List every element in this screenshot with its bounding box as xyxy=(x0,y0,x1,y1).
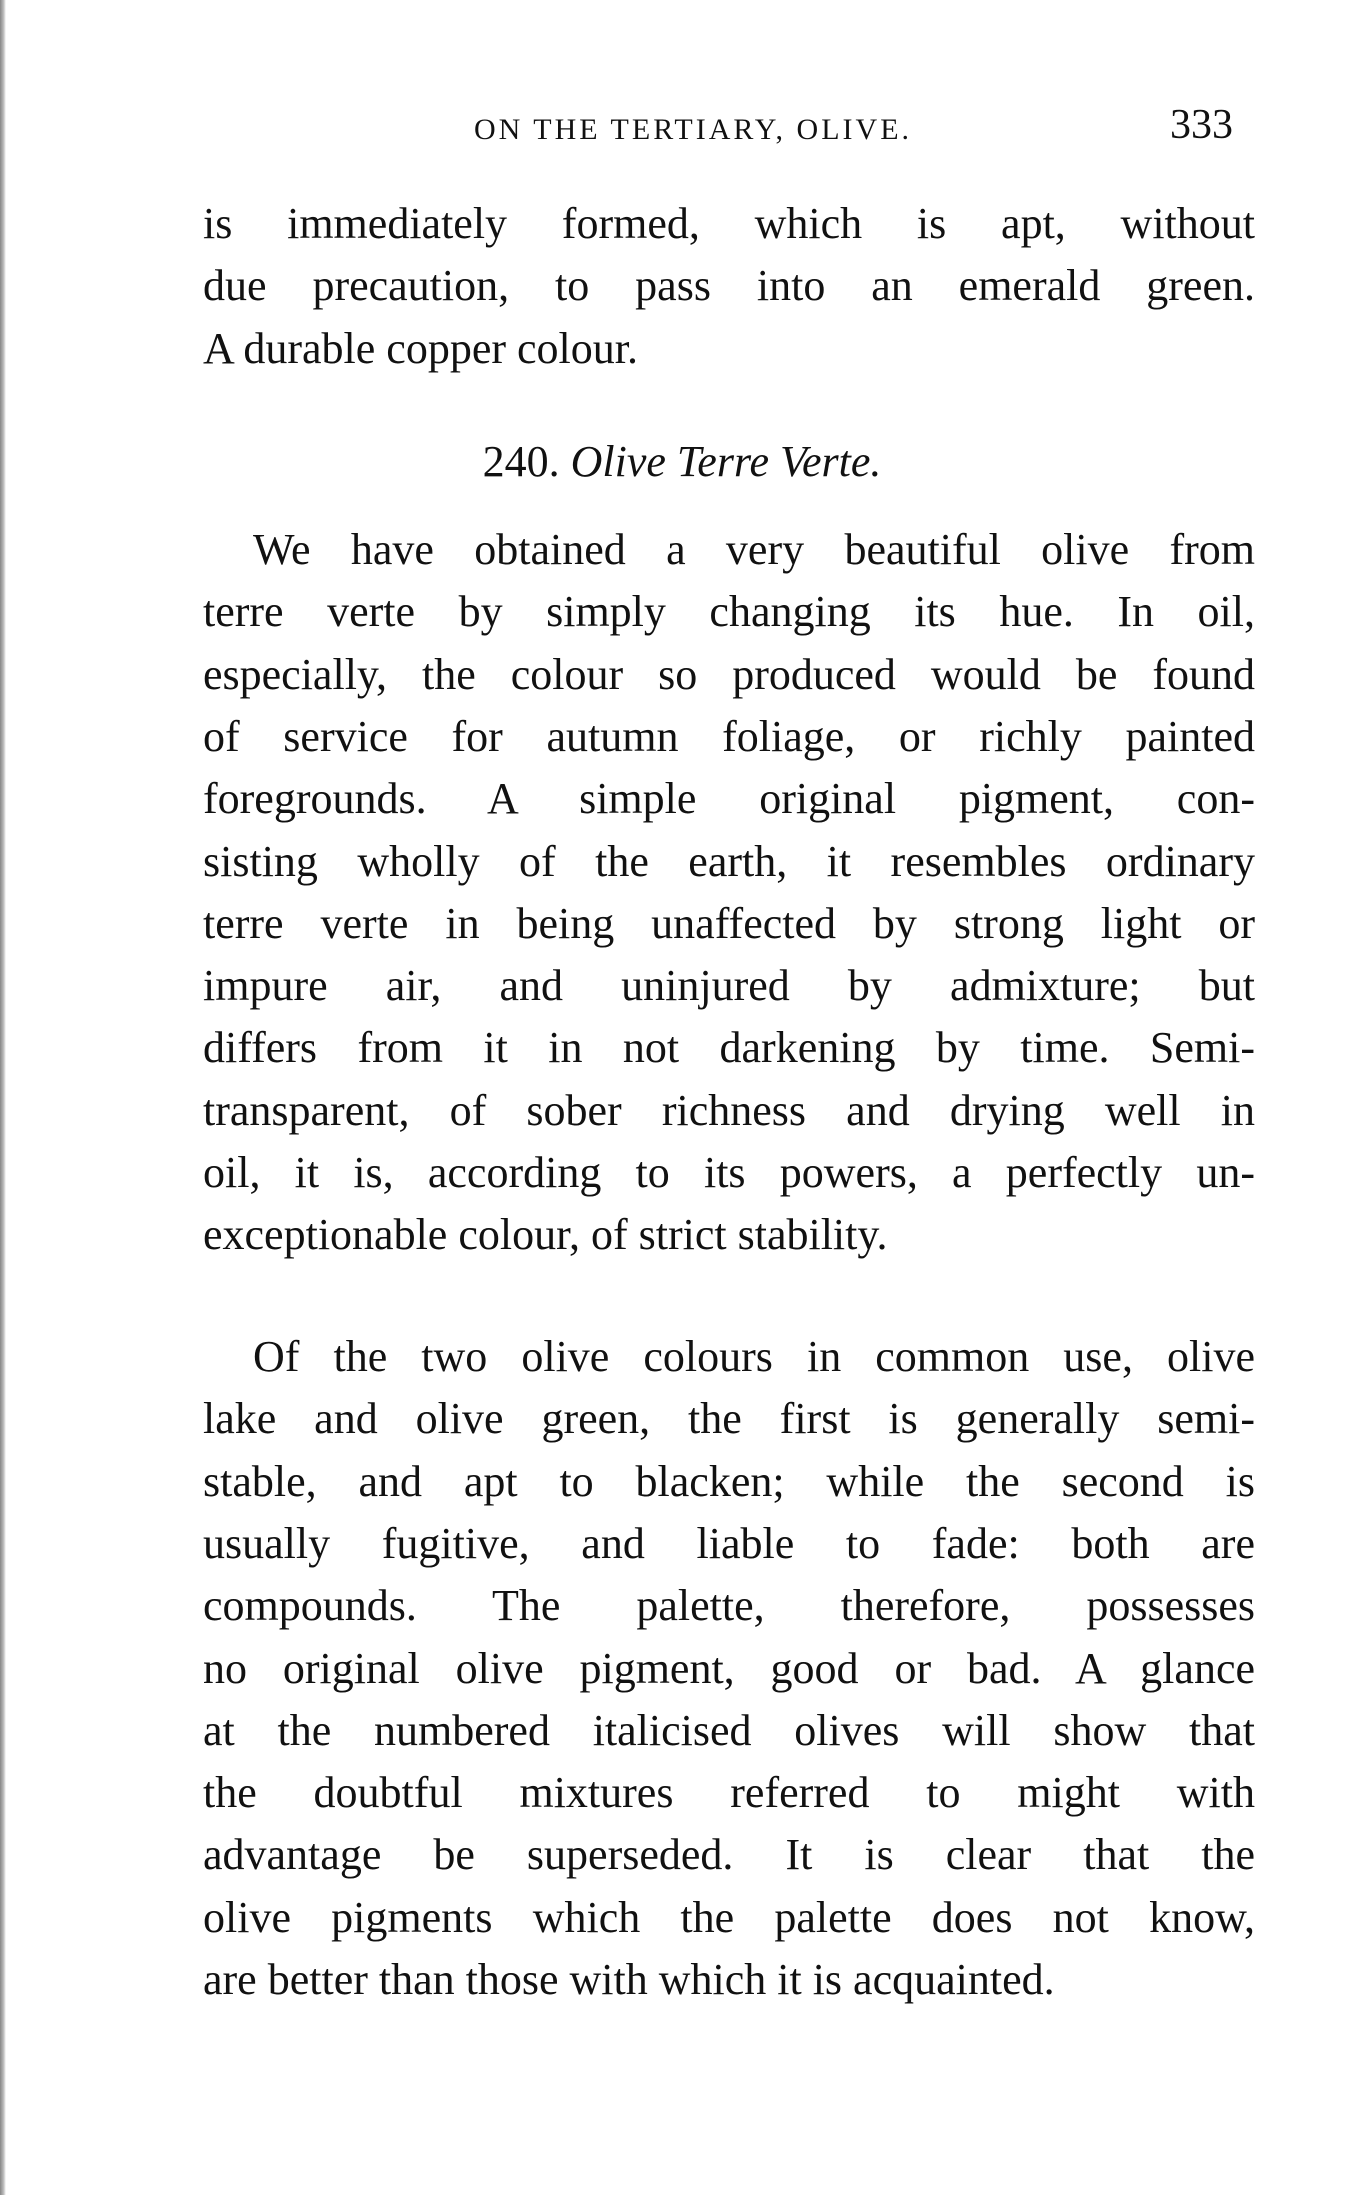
text-line: oil, it is, according to its powers, a perfectly un- xyxy=(203,1148,1255,1197)
page-edge-shadow xyxy=(0,0,6,2195)
text-line: differs from it in not darkening by time. Semi- xyxy=(203,1023,1255,1073)
text-line: is immediately formed, which is apt, without xyxy=(203,199,1255,248)
text-line: A durable copper colour. xyxy=(203,323,638,373)
text-line: stable, and apt to blacken; while the second is xyxy=(203,1456,1255,1506)
text-line: advantage be superseded. It is clear that the xyxy=(203,1830,1255,1880)
text-line: olive pigments which the palette does not know, xyxy=(203,1892,1255,1942)
section-title: Olive Terre Verte. xyxy=(570,437,882,486)
text-line: especially, the colour so produced would be found xyxy=(203,649,1255,699)
text-line: transparent, of sober richness and drying well in xyxy=(203,1085,1255,1135)
text-line: the doubtful mixtures referred to might with xyxy=(203,1768,1255,1818)
running-head: ON THE TERTIARY, OLIVE. xyxy=(474,113,913,146)
text-line: terre verte by simply changing its hue. In oil, xyxy=(203,587,1255,637)
text-line: no original olive pigment, good or bad. A glance xyxy=(203,1643,1255,1693)
text-line: Of the two olive colours in common use, olive xyxy=(253,1332,1255,1381)
text-line: due precaution, to pass into an emerald green. xyxy=(203,261,1255,311)
text-line: terre verte in being unaffected by strong light or xyxy=(203,898,1255,948)
text-line: exceptionable colour, of strict stability. xyxy=(203,1210,888,1260)
text-line: are better than those with which it is acquainted. xyxy=(203,1955,1055,2004)
page-number: 333 xyxy=(1170,102,1233,148)
text-line: usually fugitive, and liable to fade: both are xyxy=(203,1518,1255,1568)
text-line: We have obtained a very beautiful olive from xyxy=(253,525,1255,574)
text-line: sisting wholly of the earth, it resembles ordinary xyxy=(203,836,1255,886)
section-heading xyxy=(0,432,1364,492)
text-line: compounds. The palette, therefore, possesses xyxy=(203,1581,1255,1631)
text-line: of service for autumn foliage, or richly painted xyxy=(203,711,1255,761)
text-line: lake and olive green, the first is generally semi- xyxy=(203,1394,1255,1444)
section-number: 240. xyxy=(482,437,560,486)
text-line: impure air, and uninjured by admixture; but xyxy=(203,961,1255,1011)
text-line: foregrounds. A simple original pigment, con- xyxy=(203,774,1255,824)
text-line: at the numbered italicised olives will show that xyxy=(203,1705,1255,1755)
